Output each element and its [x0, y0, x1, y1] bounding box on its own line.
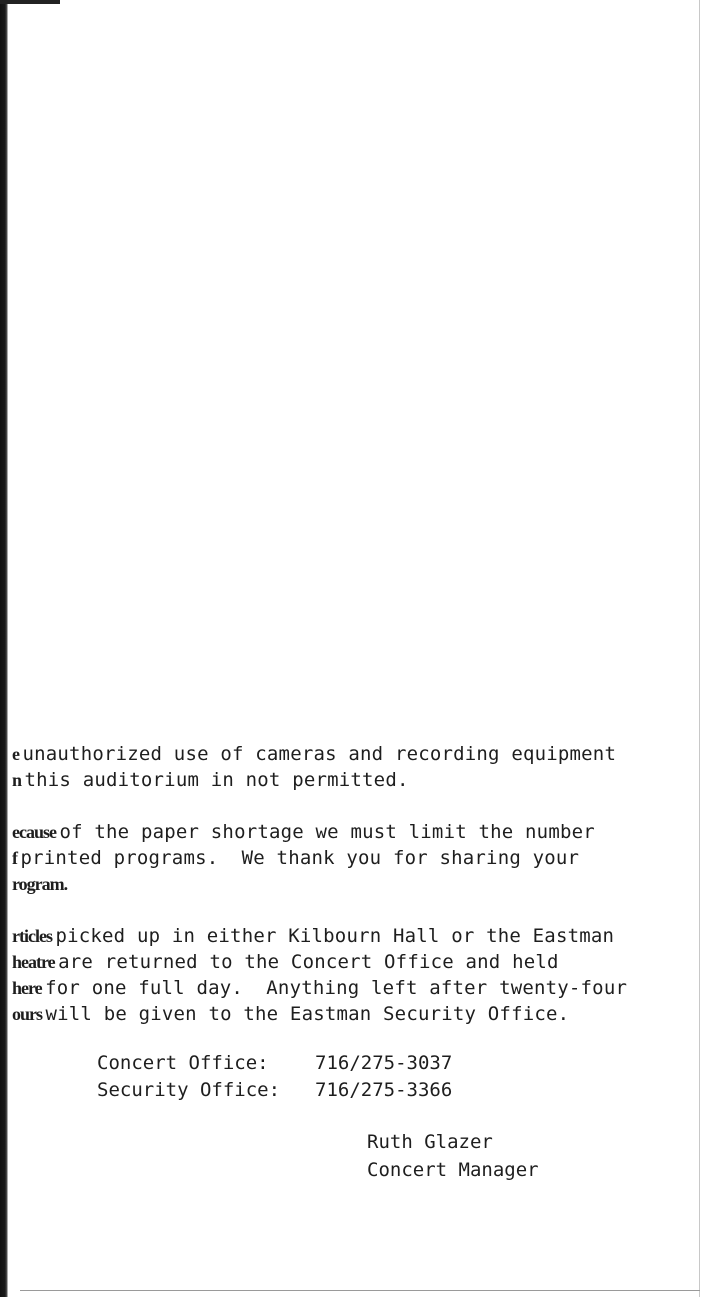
camera-notice — [12, 741, 692, 793]
signatory-title: Concert Manager — [367, 1159, 539, 1181]
signature-block — [367, 1128, 539, 1184]
notice-line: ours will be given to the Eastman Security Office. — [12, 1003, 570, 1025]
page-top-edge — [0, 0, 60, 4]
notice-line: rticles picked up in either Kilbourn Hall or the Eastman — [12, 925, 615, 947]
notice-line: here for one full day. Anything left after twenty-four — [12, 977, 628, 999]
lost-articles-notice — [12, 923, 692, 1027]
notices-section — [12, 741, 692, 1053]
page-binding-edge — [0, 0, 8, 1297]
page-right-edge — [699, 0, 700, 1297]
contact-row-security-office — [97, 1077, 452, 1104]
contact-phone: 716/275-3366 — [315, 1079, 453, 1101]
contact-row-concert-office — [97, 1050, 452, 1077]
notice-line: rogram. — [12, 874, 68, 894]
contact-label: Concert Office: — [97, 1052, 269, 1074]
notice-line: ecause of the paper shortage we must limit the number — [12, 821, 595, 843]
notice-line: e unauthorized use of cameras and recording equipment — [12, 743, 617, 765]
contact-label: Security Office: — [97, 1079, 281, 1101]
program-notice — [12, 819, 692, 897]
page-bottom-edge — [20, 1290, 700, 1291]
notice-line: heatre are returned to the Concert Office and held — [12, 951, 559, 973]
contact-list — [97, 1050, 452, 1104]
contact-phone: 716/275-3037 — [315, 1052, 453, 1074]
notice-line: n this auditorium in not permitted. — [12, 769, 409, 791]
notice-line: f printed programs. We thank you for sharing your — [12, 847, 580, 869]
signatory-name: Ruth Glazer — [367, 1131, 493, 1153]
